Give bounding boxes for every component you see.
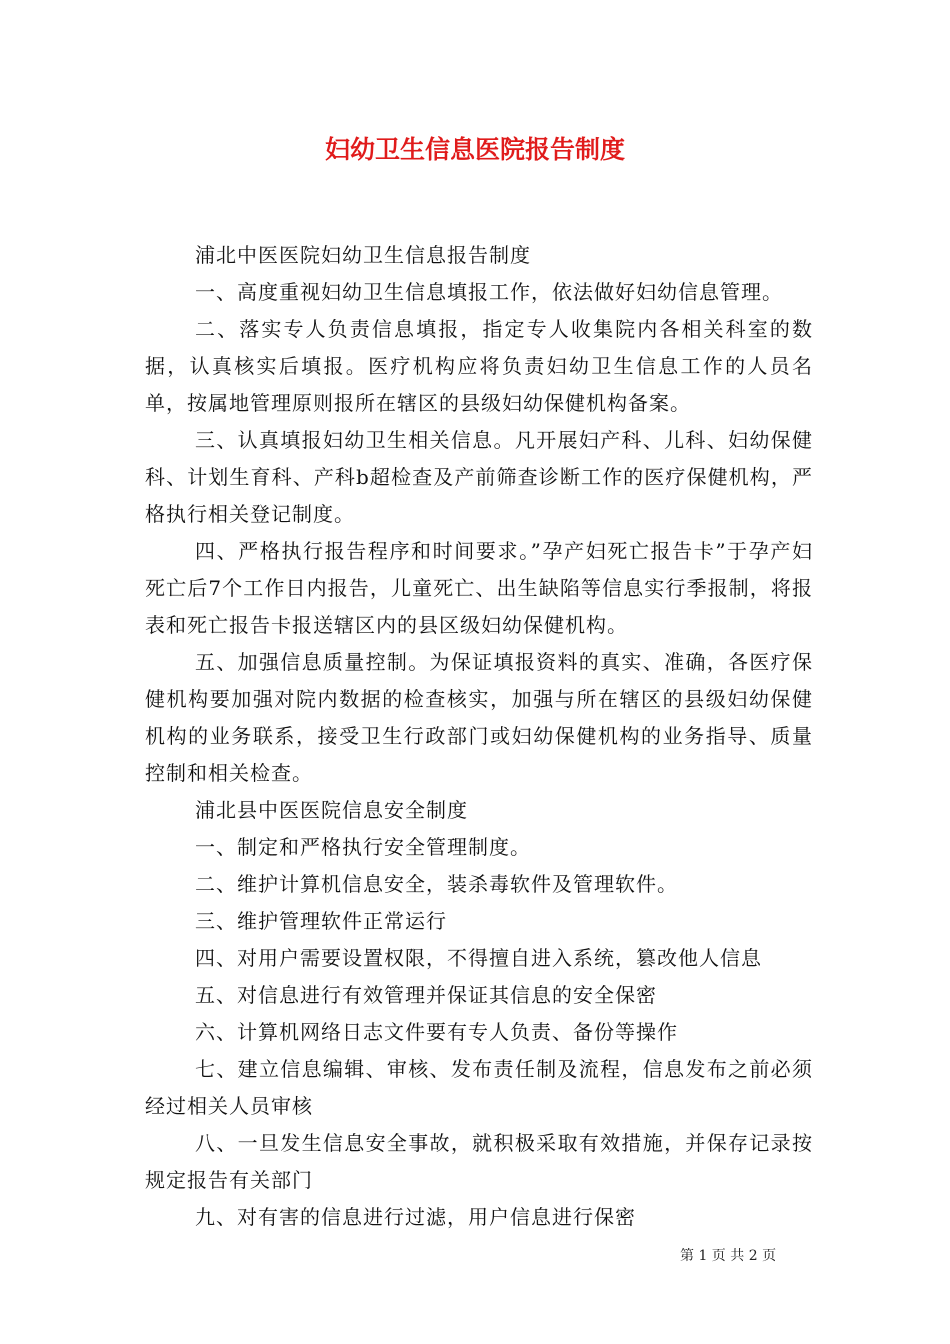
paragraph: 浦北县中医医院信息安全制度 <box>195 798 468 822</box>
page-number: 第 1 页 共 2 页 <box>680 1248 777 1264</box>
paragraph: 二、维护计算机信息安全，装杀毒软件及管理软件。 <box>195 872 678 896</box>
paragraph: 浦北中医医院妇幼卫生信息报告制度 <box>195 243 531 267</box>
paragraph: 四、对用户需要设置权限，不得擅自进入系统，篡改他人信息 <box>195 946 762 970</box>
paragraph: 四、严格执行报告程序和时间要求。”孕产妇死亡报告卡”于孕产妇死亡后7个工作日内报告，儿童死亡、出生缺陷等信息实行季报制，将报表和死亡报告卡报送辖区内的县区级妇幼保健机构。 <box>145 539 813 637</box>
paragraph: 一、制定和严格执行安全管理制度。 <box>195 835 531 859</box>
paragraph: 七、建立信息编辑、审核、发布责任制及流程，信息发布之前必须经过相关人员审核 <box>145 1057 813 1118</box>
paragraph: 二、落实专人负责信息填报，指定专人收集院内各相关科室的数据，认真核实后填报。医疗机构应将负责妇幼卫生信息工作的人员名单，按属地管理原则报所在辖区的县级妇幼保健机构备案。 <box>145 317 813 415</box>
paragraph: 一、高度重视妇幼卫生信息填报工作，依法做好妇幼信息管理。 <box>195 280 783 304</box>
paragraph: 八、一旦发生信息安全事故，就积极采取有效措施，并保存记录按规定报告有关部门 <box>145 1131 813 1192</box>
paragraph: 六、计算机网络日志文件要有专人负责、备份等操作 <box>195 1020 678 1044</box>
document-body <box>145 237 813 1236</box>
paragraph: 九、对有害的信息进行过滤，用户信息进行保密 <box>195 1205 636 1229</box>
document-title: 妇幼卫生信息医院报告制度 <box>324 135 625 164</box>
paragraph: 五、加强信息质量控制。为保证填报资料的真实、准确，各医疗保健机构要加强对院内数据的检查核实，加强与所在辖区的县级妇幼保健机构的业务联系，接受卫生行政部门或妇幼保健机构的业务指导、质量控制和相关检查。 <box>145 650 813 785</box>
paragraph: 五、对信息进行有效管理并保证其信息的安全保密 <box>195 983 657 1007</box>
paragraph: 三、维护管理软件正常运行 <box>195 909 447 933</box>
paragraph: 三、认真填报妇幼卫生相关信息。凡开展妇产科、儿科、妇幼保健科、计划生育科、产科b超检查及产前筛查诊断工作的医疗保健机构，严格执行相关登记制度。 <box>145 428 813 526</box>
